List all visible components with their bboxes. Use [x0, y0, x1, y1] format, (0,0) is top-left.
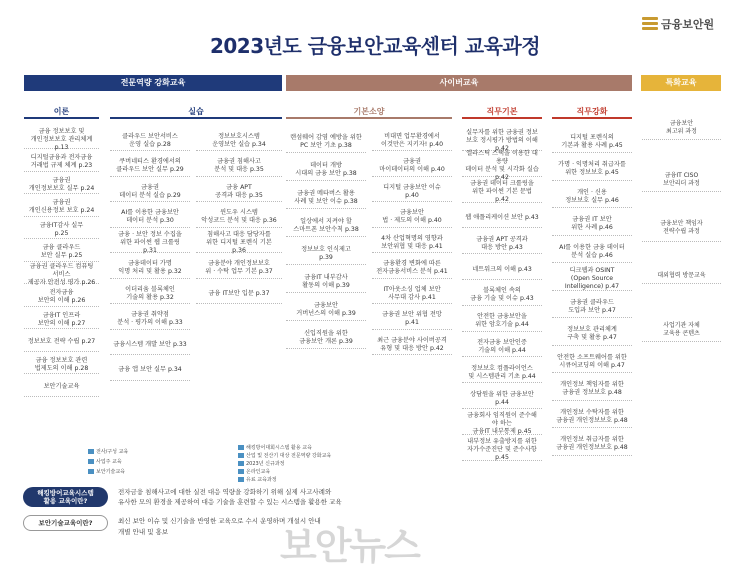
callout-tech-desc-2: 개별 안내 및 홍보	[118, 528, 169, 536]
special-course-card: 대외협력 방문교육	[642, 268, 721, 284]
course-card: 금융권 클라우드 도입과 보안 p.47	[552, 296, 632, 318]
course-card: 개인 · 신용 정보보호 실무 p.46	[552, 186, 632, 208]
course-card: 상담원을 위한 금융보안 p.44	[462, 389, 542, 409]
legend-item: 온라인교육	[238, 468, 270, 475]
special-course-card: 사업기관 자체 교육용 콘텐츠	[642, 318, 721, 342]
legend-item: 전사/구성 교육	[88, 448, 128, 455]
course-card: 금융환경 변화에 따른 전자금융서비스 분석 p.41	[372, 259, 452, 279]
course-card: 일상에서 지켜야 할 스마트폰 보안수칙 p.38	[286, 215, 366, 237]
course-card: 내부정보 유출방지를 위한 자가수준진단 및 준수사항 p.45	[462, 441, 542, 461]
legend-item: 유료 교육과정	[238, 476, 277, 483]
legend-swatch-icon	[238, 477, 244, 482]
callout-hacking-defense: 해킹방어교육시스템 활용 교육이란?	[23, 487, 108, 507]
course-card: 개인정보 책임자를 위한 금융권 정보보호 p.48	[552, 379, 632, 401]
legend-swatch-icon	[238, 469, 244, 474]
course-card: IT아웃소싱 업체 보안 사무대 감사 p.41	[372, 284, 452, 304]
course-card: 금융권 개인정보보호 실무 p.24	[24, 176, 99, 194]
course-card: 금융IT 인프라 보안의 이해 p.27	[24, 311, 99, 329]
callout-tech-desc-1: 최신 보안 이슈 및 신기술을 반영한 교육으로 수시 운영하며 개설시 안내	[118, 517, 321, 525]
subhead-job-advanced: 직무강화	[552, 104, 632, 119]
course-card: 랜섬웨어 감염 예방을 위한 PC 보안 기초 p.38	[286, 131, 366, 153]
course-card: 데이터 개방 시대의 금융 보안 p.38	[286, 159, 366, 181]
logo-mark-icon	[642, 17, 658, 31]
course-card: AI를 이용한 금융 데이터 분석 실습 p.46	[552, 241, 632, 263]
course-card: 개인정보 수탁자를 위한 금융권 개인정보보호 p.48	[552, 406, 632, 428]
subhead-theory: 이론	[24, 104, 99, 119]
course-card: 금융권 개인신용정보 보호 p.24	[24, 199, 99, 217]
course-card: 실무자를 위한 금융권 정보 보호 정시평가 방법의 이해 p.42	[462, 131, 542, 151]
course-card: 금융권 취약점 분석 · 평가의 이해 p.33	[110, 310, 190, 330]
course-card: 엘라스틱 스택을 이용한 대용량 데이터 분석 및 시각화 실습 p.42	[462, 157, 542, 177]
course-card: 금융 APT 공격과 대응 p.35	[196, 182, 282, 202]
subhead-practice: 실습	[110, 104, 282, 119]
course-card: 클라우드 보안서비스 운영 실습 p.28	[110, 131, 190, 151]
course-card: 디크웹과 OSINT (Open Source Intelligence) p.47	[552, 269, 632, 291]
course-card: 디지털금융과 전자금융 거래법 규제 체계 p.23	[24, 154, 99, 172]
course-card: 금융IT감사 실무 p.25	[24, 221, 99, 239]
legend-item: 산업 및 전산기 대상 전문역량 강화교육	[238, 452, 331, 459]
callout-security-tech: 보안기술교육이란?	[23, 515, 108, 531]
course-card: 웹 애플리케이션 보안 p.43	[462, 208, 542, 228]
course-card: 이더리움 블록체인 기술의 활용 p.32	[110, 284, 190, 304]
course-card: 금융권 침해사고 분석 및 대응 p.35	[196, 157, 282, 177]
course-card: 금융회사 임직원이 준수해야 하는 금융IT 내부통제 p.45	[462, 415, 542, 435]
band-professional: 전문역량 강화교육	[24, 75, 282, 91]
course-card: 정보보호 인식제고 p.39	[286, 243, 366, 265]
page-title: 2023년도 금융보안교육센터 교육과정	[209, 34, 541, 58]
logo-text: 금융보안원	[661, 18, 715, 31]
legend-swatch-icon	[88, 449, 94, 454]
legend	[88, 444, 358, 484]
callout-hacking-desc-1: 전자금융 침해사고에 대한 실전 대응 역량을 강화하기 위해 실제 사고사례와	[118, 488, 332, 496]
course-card: 금융보안 거버넌스의 이해 p.39	[286, 299, 366, 321]
course-card: 네트워크의 이해 p.43	[462, 260, 542, 280]
course-card: 금융권 APT 공격과 대응 방안 p.43	[462, 234, 542, 254]
course-card: 블록체인 속의 금융 기술 및 이슈 p.43	[462, 286, 542, 306]
course-card: 금융보안 법 · 제도의 이해 p.40	[372, 208, 452, 228]
legend-item: 2023년 신규과정	[238, 460, 284, 467]
course-card: 침해사고 대응 담당자를 위한 디지털 포렌식 기본 p.36	[196, 233, 282, 253]
course-card: 금융 클라우드 보안 실무 p.25	[24, 244, 99, 262]
course-card: 가명 · 익명처리 취급자를 위한 정보보호 p.45	[552, 159, 632, 181]
callout-hacking-desc-2: 유사한 모의 환경을 제공하여 대응 기술을 훈련할 수 있는 시스템을 활용한 교육	[118, 498, 342, 506]
course-card: 금융 앱 보안 실무 p.34	[110, 361, 190, 381]
course-card: 디지털 포렌식의 기본과 활용 사례 p.45	[552, 131, 632, 153]
course-card: 개인정보 취급자를 위한 금융권 개인정보보호 p.48	[552, 434, 632, 456]
course-card: 금융 IT보안 입문 p.37	[196, 284, 282, 304]
course-card: 금융 · 보안 정보 수집을 위한 파이썬 웹 크롤링 p.31	[110, 233, 190, 253]
legend-swatch-icon	[88, 459, 94, 464]
course-card: 금융권 메타버스 활용 사례 및 보안 이슈 p.38	[286, 187, 366, 209]
course-card: 금융 정보보호 및 개인정보보호 관리체계 p.13	[24, 131, 99, 149]
course-card: 안전한 금융보안을 위한 암호기술 p.44	[462, 312, 542, 332]
watermark: 보안뉴스	[280, 524, 419, 568]
special-course-card: 금융보안 책임자 전략수립 과정	[642, 214, 721, 242]
band-special: 특화교육	[641, 75, 721, 91]
course-card: 금융데이터 가명 익명 처리 및 활용 p.32	[110, 259, 190, 279]
course-card: 4차 산업혁명의 영향과 보안위협 및 대응 p.41	[372, 233, 452, 253]
subhead-job-basic: 직무기본	[462, 104, 542, 119]
special-course-card: 금융IT CISO 보안리더 과정	[642, 168, 721, 192]
course-card: 금융권 마이데이터의 이해 p.40	[372, 157, 452, 177]
course-card: 윈도우 시스템 악성코드 분석 및 대응 p.36	[196, 208, 282, 228]
legend-swatch-icon	[238, 453, 244, 458]
legend-item: 사업주 교육	[88, 458, 122, 465]
legend-swatch-icon	[238, 445, 244, 450]
band-cyber: 사이버교육	[286, 75, 632, 91]
course-card: 디지털 금융보안 이슈 p.40	[372, 182, 452, 202]
course-card: 신입직원을 위한 금융보안 개론 p.39	[286, 327, 366, 349]
legend-swatch-icon	[238, 461, 244, 466]
legend-item: 보안기술교육	[88, 468, 125, 475]
course-card: 금융권 데이터 분석 실습 p.29	[110, 182, 190, 202]
course-card: 최근 금융분야 사이버공격 유형 및 대응 방안 p.42	[372, 335, 452, 355]
special-course-card: 금융보안 최고위 과정	[642, 116, 721, 140]
subhead-basic: 기본소양	[286, 104, 452, 119]
course-card: 정보보호 관리체계 구축 및 활용 p.47	[552, 324, 632, 346]
course-card: 금융권 IT 보안 위한 사례 p.46	[552, 214, 632, 236]
course-card: 금융권 클라우드 컴퓨팅서비스 제공자 안전성 평가 p.26	[24, 266, 99, 284]
legend-item: 해킹방어대회시스템 활용 교육	[238, 444, 312, 451]
course-card: 비대면 업무환경에서 이것만은 지키자! p.40	[372, 131, 452, 151]
course-card: 금융시스템 개발 보안 p.33	[110, 335, 190, 355]
course-card: 정보보호 컴플라이언스 및 시스템관리 기초 p.44	[462, 363, 542, 383]
course-card: 전자금융 보안의 이해 p.26	[24, 289, 99, 307]
course-card: 보안기술교육	[24, 379, 99, 397]
course-card: AI를 이용한 금융보안 데이터 분석 p.30	[110, 208, 190, 228]
legend-swatch-icon	[88, 469, 94, 474]
course-card: 정보보호 전략 수립 p.27	[24, 334, 99, 352]
course-card: 금융 정보보호 관련 법제도의 이해 p.28	[24, 356, 99, 374]
course-card: 금융권 데이터 크롤링을 위한 파이썬 기본 문법 p.42	[462, 183, 542, 203]
course-card: 금융분야 개인정보보호 위 · 수탁 업무 기본 p.37	[196, 259, 282, 279]
course-card: 안전한 소프트웨어를 위한 시큐어코딩의 이해 p.47	[552, 351, 632, 373]
course-card: 금융권 보안 위협 전망 p.41	[372, 310, 452, 330]
logo	[642, 16, 714, 32]
course-card: 금융IT 내부감사 활동의 이해 p.39	[286, 271, 366, 293]
course-card: 정보보호시스템 운영보안 실습 p.34	[196, 131, 282, 151]
course-card: 전자금융 보안인증 기술의 이해 p.44	[462, 337, 542, 357]
course-card: 쿠버네티스 환경에서의 클라우드 보안 실무 p.29	[110, 157, 190, 177]
